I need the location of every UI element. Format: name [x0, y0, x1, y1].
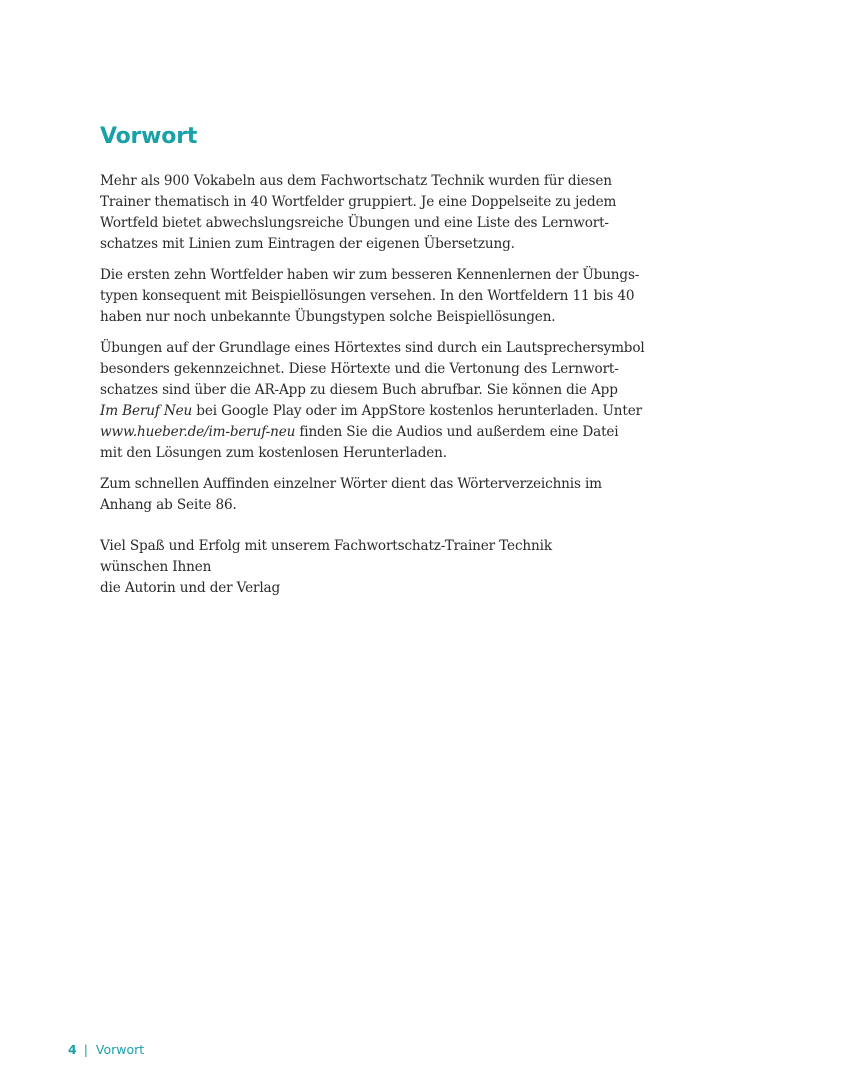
text-line: Viel Spaß und Erfolg mit unserem Fachwortschatz-Trainer Technik [100, 538, 552, 554]
text-line: Zum schnellen Auffinden einzelner Wörter dient das Wörterverzeichnis im [100, 476, 602, 492]
text-line: Wortfeld bietet abwechslungsreiche Übungen und eine Liste des Lernwort- [100, 215, 609, 231]
text-line [100, 422, 680, 443]
text-line: Übungen auf der Grundlage eines Hörtextes sind durch ein Lautsprechersymbol [100, 340, 645, 356]
text-line: haben nur noch unbekannte Übungstypen solche Beispiellösungen. [100, 309, 556, 325]
text-line: Trainer thematisch in 40 Wortfelder gruppiert. Je eine Doppelseite zu jedem [100, 194, 617, 210]
closing-paragraph [100, 536, 680, 599]
page-title: Vorwort [100, 124, 198, 149]
text-line: wünschen Ihnen [100, 559, 212, 575]
app-name: Im Beruf Neu [100, 403, 193, 419]
footer-separator: | [83, 1042, 88, 1057]
footer-section-title: Vorwort [95, 1042, 145, 1057]
text-segment: finden Sie die Audios und außerdem eine Datei [295, 424, 619, 440]
page-footer [68, 1041, 144, 1059]
text-line: besonders gekennzeichnet. Diese Hörtexte und die Vertonung des Lernwort- [100, 361, 619, 377]
text-line [100, 401, 680, 422]
text-line: Mehr als 900 Vokabeln aus dem Fachwortschatz Technik wurden für diesen [100, 173, 612, 189]
paragraph-2 [100, 265, 680, 328]
paragraph-3 [100, 338, 680, 464]
paragraph-1 [100, 171, 680, 255]
text-segment: bei Google Play oder im AppStore kostenlos herunterladen. Unter [192, 403, 642, 419]
body-text [100, 171, 680, 609]
website-link: www.hueber.de/im-beruf-neu [100, 424, 296, 440]
text-line: Die ersten zehn Wortfelder haben wir zum besseren Kennenlernen der Übungs- [100, 267, 640, 283]
text-line: die Autorin und der Verlag [100, 580, 281, 596]
text-line: Anhang ab Seite 86. [100, 497, 237, 513]
text-line: schatzes mit Linien zum Eintragen der eigenen Übersetzung. [100, 236, 515, 252]
page-number: 4 [68, 1042, 77, 1057]
text-line: mit den Lösungen zum kostenlosen Herunterladen. [100, 445, 447, 461]
paragraph-4 [100, 474, 680, 516]
text-line: typen konsequent mit Beispiellösungen versehen. In den Wortfeldern 11 bis 40 [100, 288, 635, 304]
text-line: schatzes sind über die AR-App zu diesem Buch abrufbar. Sie können die App [100, 382, 618, 398]
